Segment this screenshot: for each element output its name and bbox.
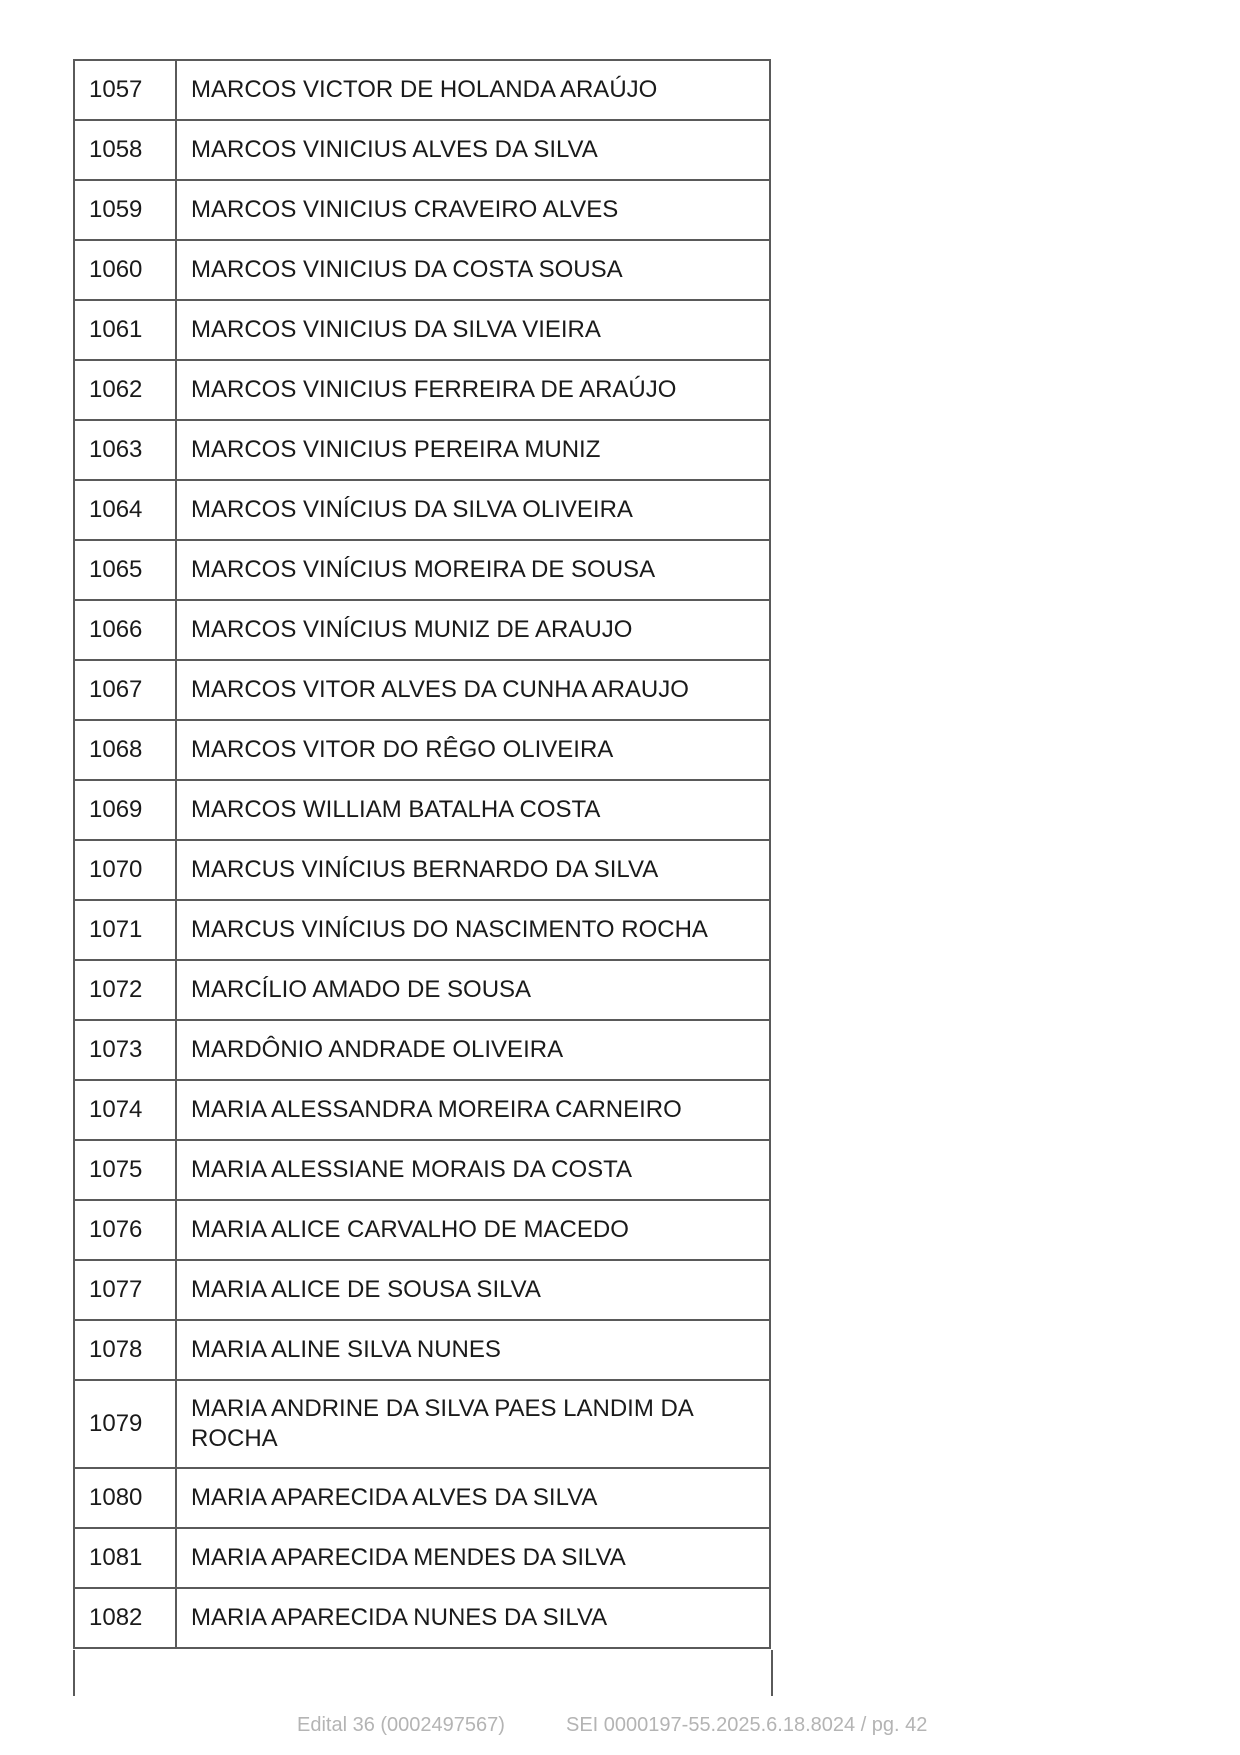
row-number: 1073 <box>74 1020 176 1080</box>
table-row <box>74 360 770 420</box>
table-row <box>74 540 770 600</box>
roster-sheet <box>73 59 771 1649</box>
table-row <box>74 1260 770 1320</box>
row-name: MARCOS VINÍCIUS DA SILVA OLIVEIRA <box>176 480 770 540</box>
row-name: MARCOS VINICIUS PEREIRA MUNIZ <box>176 420 770 480</box>
row-name: MARDÔNIO ANDRADE OLIVEIRA <box>176 1020 770 1080</box>
row-name: MARCOS VINICIUS DA COSTA SOUSA <box>176 240 770 300</box>
row-number: 1074 <box>74 1080 176 1140</box>
row-number: 1065 <box>74 540 176 600</box>
row-number: 1080 <box>74 1468 176 1528</box>
table-row <box>74 1528 770 1588</box>
table-continuation <box>73 1650 773 1696</box>
row-name: MARIA APARECIDA ALVES DA SILVA <box>176 1468 770 1528</box>
row-name: MARCÍLIO AMADO DE SOUSA <box>176 960 770 1020</box>
table-row <box>74 420 770 480</box>
table-row <box>74 1200 770 1260</box>
footer-document-ref: Edital 36 (0002497567) <box>297 1714 505 1736</box>
row-number: 1079 <box>74 1380 176 1468</box>
row-number: 1067 <box>74 660 176 720</box>
row-number: 1069 <box>74 780 176 840</box>
row-number: 1071 <box>74 900 176 960</box>
table-row <box>74 300 770 360</box>
table-row <box>74 1380 770 1468</box>
row-name: MARCOS VINÍCIUS MOREIRA DE SOUSA <box>176 540 770 600</box>
row-number: 1076 <box>74 1200 176 1260</box>
footer-process-ref: SEI 0000197-55.2025.6.18.8024 / pg. 42 <box>566 1714 928 1736</box>
table-row <box>74 1588 770 1648</box>
row-name: MARCOS VITOR DO RÊGO OLIVEIRA <box>176 720 770 780</box>
row-number: 1072 <box>74 960 176 1020</box>
table-row <box>74 1320 770 1380</box>
table-row <box>74 840 770 900</box>
row-number: 1078 <box>74 1320 176 1380</box>
table-row <box>74 60 770 120</box>
row-name: MARIA APARECIDA NUNES DA SILVA <box>176 1588 770 1648</box>
row-name: MARCOS VINICIUS FERREIRA DE ARAÚJO <box>176 360 770 420</box>
row-number: 1063 <box>74 420 176 480</box>
row-number: 1057 <box>74 60 176 120</box>
row-name: MARCUS VINÍCIUS DO NASCIMENTO ROCHA <box>176 900 770 960</box>
row-name: MARCUS VINÍCIUS BERNARDO DA SILVA <box>176 840 770 900</box>
row-number: 1081 <box>74 1528 176 1588</box>
row-name: MARIA ALESSANDRA MOREIRA CARNEIRO <box>176 1080 770 1140</box>
row-name: MARIA ALESSIANE MORAIS DA COSTA <box>176 1140 770 1200</box>
row-number: 1068 <box>74 720 176 780</box>
table-row <box>74 600 770 660</box>
table-row <box>74 1080 770 1140</box>
row-number: 1082 <box>74 1588 176 1648</box>
row-number: 1064 <box>74 480 176 540</box>
row-number: 1059 <box>74 180 176 240</box>
row-name: MARIA ALINE SILVA NUNES <box>176 1320 770 1380</box>
row-number: 1066 <box>74 600 176 660</box>
row-name: MARCOS VINÍCIUS MUNIZ DE ARAUJO <box>176 600 770 660</box>
row-number: 1062 <box>74 360 176 420</box>
table-row <box>74 780 770 840</box>
table-row <box>74 480 770 540</box>
table-row <box>74 1020 770 1080</box>
roster-table-body <box>74 60 770 1648</box>
row-number: 1058 <box>74 120 176 180</box>
row-name: MARCOS VITOR ALVES DA CUNHA ARAUJO <box>176 660 770 720</box>
table-row <box>74 180 770 240</box>
table-row <box>74 720 770 780</box>
row-name: MARIA ALICE DE SOUSA SILVA <box>176 1260 770 1320</box>
table-row <box>74 960 770 1020</box>
row-name: MARCOS VICTOR DE HOLANDA ARAÚJO <box>176 60 770 120</box>
row-number: 1077 <box>74 1260 176 1320</box>
row-name: MARCOS WILLIAM BATALHA COSTA <box>176 780 770 840</box>
row-name: MARIA ANDRINE DA SILVA PAES LANDIM DA ROCHA <box>176 1380 770 1468</box>
row-name: MARCOS VINICIUS DA SILVA VIEIRA <box>176 300 770 360</box>
table-row <box>74 240 770 300</box>
row-number: 1060 <box>74 240 176 300</box>
table-row <box>74 1468 770 1528</box>
row-number: 1061 <box>74 300 176 360</box>
table-row <box>74 120 770 180</box>
row-number: 1070 <box>74 840 176 900</box>
table-row <box>74 1140 770 1200</box>
row-name: MARCOS VINICIUS ALVES DA SILVA <box>176 120 770 180</box>
table-row <box>74 900 770 960</box>
table-row <box>74 660 770 720</box>
row-number: 1075 <box>74 1140 176 1200</box>
row-name: MARIA ALICE CARVALHO DE MACEDO <box>176 1200 770 1260</box>
row-name: MARCOS VINICIUS CRAVEIRO ALVES <box>176 180 770 240</box>
row-name: MARIA APARECIDA MENDES DA SILVA <box>176 1528 770 1588</box>
roster-table <box>73 59 771 1649</box>
